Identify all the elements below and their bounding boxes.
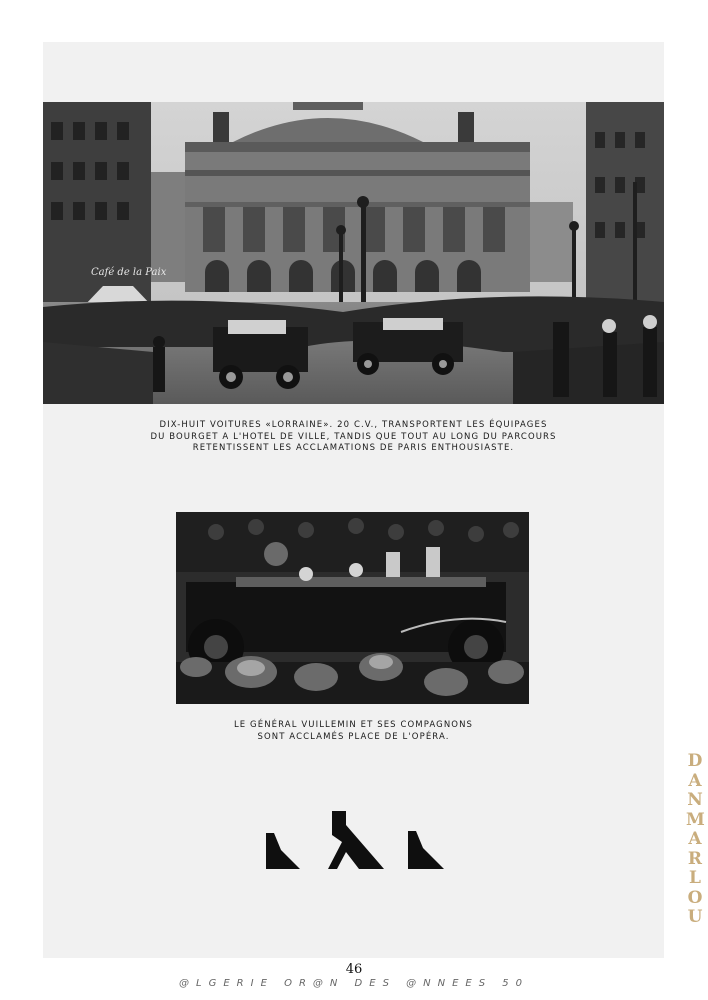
cafe-sign-text: Café de la Paix <box>91 267 167 278</box>
general-car-photo <box>176 512 529 704</box>
opera-square-photo <box>43 102 664 404</box>
opera-photo-caption <box>43 420 664 455</box>
caption-line: RETENTISSENT LES ACCLAMATIONS DE PARIS ENTHOUSIASTE. <box>192 443 515 453</box>
side-brand-watermark: DANMARLOU <box>686 751 705 927</box>
caption-line: SONT ACCLAMÉS PLACE DE L'OPÉRA. <box>257 731 450 742</box>
caption-line: DU BOURGET A L'HOTEL DE VILLE, TANDIS QUE TOUT AU LONG DU PARCOURS <box>150 431 557 442</box>
car-photo-caption <box>43 720 664 743</box>
decorative-ornament <box>263 807 449 877</box>
caption-line: LE GÉNÉRAL VUILLEMIN ET SES COMPAGNONS <box>233 720 474 730</box>
footer-watermark: @LGERIE OR@N DES @NNEES 50 <box>179 978 529 989</box>
caption-line: DIX-HUIT VOITURES «LORRAINE». 20 C.V., TRANSPORTENT LES ÉQUIPAGES <box>159 420 548 430</box>
scanned-page <box>43 42 664 958</box>
page-number: 46 <box>345 962 363 977</box>
